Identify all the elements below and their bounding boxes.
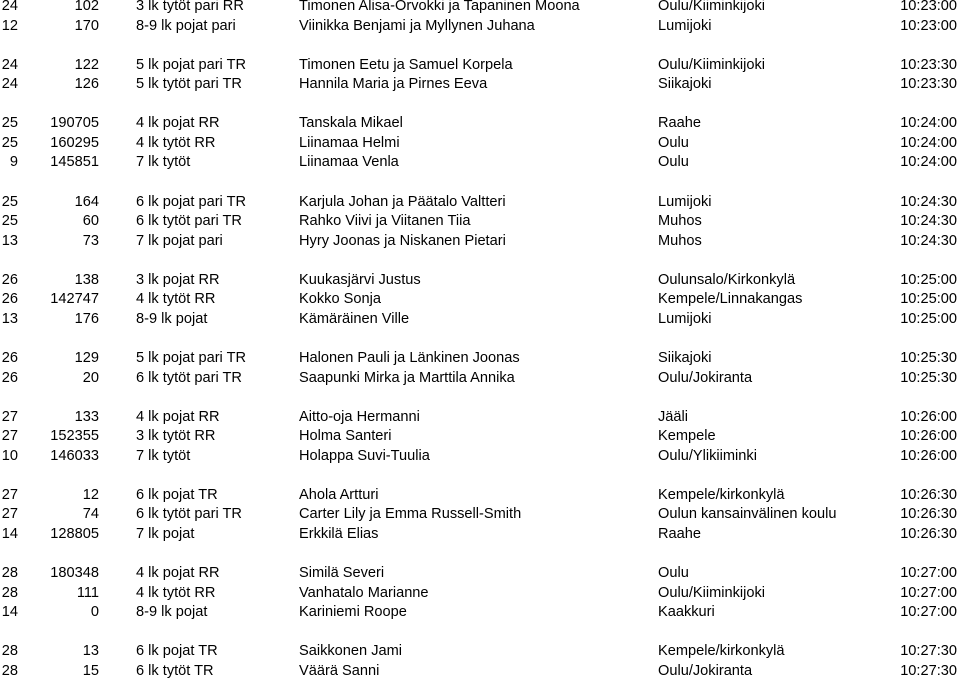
- club-cell: Jääli: [658, 408, 689, 425]
- club-cell: Oulu: [658, 154, 689, 171]
- club-cell: Muhos: [658, 232, 702, 249]
- club-cell: Lumijoki: [658, 310, 712, 327]
- number-cell: 133: [74, 408, 99, 425]
- class-cell: 6 lk tytöt pari TR: [136, 369, 242, 386]
- class-cell: 6 lk tytöt pari TR: [136, 506, 242, 523]
- table-row: [0, 524, 960, 544]
- time-cell: 10:26:00: [900, 447, 957, 464]
- rata-cell: 10: [1, 447, 18, 464]
- class-cell: 5 lk tytöt pari TR: [136, 76, 242, 93]
- name-cell: Hannila Maria ja Pirnes Eeva: [299, 76, 488, 93]
- time-cell: 10:26:00: [900, 408, 957, 425]
- rata-cell: 26: [1, 271, 18, 288]
- club-cell: Siikajoki: [658, 349, 712, 366]
- club-cell: Raahe: [658, 115, 702, 132]
- number-cell: 164: [74, 193, 99, 210]
- name-cell: Saapunki Mirka ja Marttila Annika: [299, 369, 515, 386]
- name-cell: Liinamaa Helmi: [299, 134, 400, 151]
- time-cell: 10:26:30: [900, 486, 957, 503]
- number-cell: 145851: [50, 154, 99, 171]
- number-cell: 126: [74, 76, 99, 93]
- time-cell: 10:27:00: [900, 584, 957, 601]
- class-cell: 7 lk pojat: [136, 525, 195, 542]
- rata-cell: 28: [1, 662, 18, 679]
- club-cell: Muhos: [658, 213, 702, 230]
- rata-cell: 26: [1, 349, 18, 366]
- time-cell: 10:25:30: [900, 349, 957, 366]
- class-cell: 4 lk pojat RR: [136, 115, 220, 132]
- time-cell: 10:27:00: [900, 604, 957, 620]
- table-row: [0, 231, 960, 251]
- number-cell: 160295: [50, 134, 99, 151]
- number-cell: 176: [74, 310, 99, 327]
- table-row: [0, 446, 960, 466]
- time-cell: 10:26:00: [900, 428, 957, 445]
- number-cell: 111: [76, 584, 99, 601]
- rata-cell: 26: [1, 291, 18, 308]
- name-cell: Viinikka Benjami ja Myllynen Juhana: [299, 17, 535, 34]
- name-cell: Halonen Pauli ja Länkinen Joonas: [299, 349, 520, 366]
- club-cell: Lumijoki: [658, 17, 712, 34]
- table-row: [0, 192, 960, 212]
- name-cell: Kuukasjärvi Justus: [299, 271, 421, 288]
- class-cell: 8-9 lk pojat: [136, 310, 208, 327]
- rata-cell: 24: [1, 76, 18, 93]
- name-cell: Väärä Sanni: [299, 662, 380, 679]
- club-cell: Kempele/Linnakangas: [658, 291, 803, 308]
- time-cell: 10:25:00: [900, 291, 957, 308]
- table-row: [0, 504, 960, 524]
- rata-cell: 27: [1, 408, 18, 425]
- class-cell: 6 lk pojat pari TR: [136, 193, 247, 210]
- time-cell: 10:25:00: [900, 310, 957, 327]
- rata-cell: 27: [1, 506, 18, 523]
- number-cell: 20: [82, 369, 99, 386]
- class-cell: 4 lk tytöt RR: [136, 291, 216, 308]
- table-row: [0, 55, 960, 75]
- name-cell: Timonen Eetu ja Samuel Korpela: [299, 56, 513, 73]
- class-cell: 4 lk pojat RR: [136, 408, 220, 425]
- club-cell: Raahe: [658, 525, 702, 542]
- time-cell: 10:24:00: [900, 115, 957, 132]
- time-cell: 10:26:30: [900, 525, 957, 542]
- time-cell: 10:25:30: [900, 369, 957, 386]
- club-cell: Oulunsalo/Kirkonkylä: [658, 271, 796, 288]
- class-cell: 6 lk tytöt pari TR: [136, 213, 242, 230]
- club-cell: Siikajoki: [658, 76, 712, 93]
- class-cell: 6 lk pojat TR: [136, 643, 218, 660]
- table-row: [0, 368, 960, 388]
- rata-cell: 25: [1, 193, 18, 210]
- name-cell: Kariniemi Roope: [299, 604, 407, 620]
- rata-cell: 25: [1, 213, 18, 230]
- name-cell: Karjula Johan ja Päätalo Valtteri: [299, 193, 506, 210]
- rata-cell: 28: [1, 643, 18, 660]
- rata-cell: 27: [1, 486, 18, 503]
- time-cell: 10:24:00: [900, 154, 957, 171]
- table-row: [0, 641, 960, 661]
- rata-cell: 14: [1, 525, 18, 542]
- number-cell: 129: [74, 349, 99, 366]
- table-row: [0, 583, 960, 603]
- table-row: [0, 152, 960, 172]
- time-cell: 10:27:30: [900, 643, 957, 660]
- club-cell: Oulu: [658, 134, 689, 151]
- table-row: [0, 309, 960, 329]
- table-row: [0, 485, 960, 505]
- rata-cell: 25: [1, 134, 18, 151]
- name-cell: Kämäräinen Ville: [299, 310, 410, 327]
- rata-cell: 14: [1, 604, 18, 620]
- name-cell: Kokko Sonja: [299, 291, 381, 308]
- table-row: [0, 16, 960, 36]
- name-cell: Holappa Suvi-Tuulia: [299, 447, 430, 464]
- rata-cell: 24: [1, 0, 18, 14]
- time-cell: 10:23:30: [900, 56, 957, 73]
- table-row: [0, 348, 960, 368]
- number-cell: 170: [74, 17, 99, 34]
- table-row: [0, 133, 960, 153]
- time-cell: 10:27:30: [900, 662, 957, 679]
- table-row: [0, 661, 960, 681]
- name-cell: Ahola Artturi: [299, 486, 379, 503]
- club-cell: Oulu/Jokiranta: [658, 662, 753, 679]
- class-cell: 3 lk tytöt RR: [136, 428, 216, 445]
- rata-cell: 27: [1, 428, 18, 445]
- time-cell: 10:27:00: [900, 565, 957, 581]
- class-cell: 8-9 lk pojat: [136, 604, 208, 620]
- table-row: [0, 563, 960, 583]
- number-cell: 13: [82, 643, 99, 660]
- name-cell: Holma Santeri: [299, 428, 392, 445]
- club-cell: Oulun kansainvälinen koulu: [658, 506, 837, 523]
- name-cell: Timonen Alisa-Orvokki ja Tapaninen Moona: [299, 0, 580, 14]
- table-row: [0, 426, 960, 446]
- club-cell: Oulu/Ylikiiminki: [658, 447, 757, 464]
- number-cell: 0: [90, 604, 99, 620]
- time-cell: 10:24:30: [900, 232, 957, 249]
- rata-cell: 12: [1, 17, 18, 34]
- table-row: [0, 74, 960, 94]
- club-cell: Oulu/Kiiminkijoki: [658, 584, 766, 601]
- rata-cell: 25: [1, 115, 18, 132]
- club-cell: Kempele/kirkonkylä: [658, 643, 785, 660]
- number-cell: 74: [82, 506, 99, 523]
- rata-cell: 28: [1, 565, 18, 581]
- club-cell: Oulu/Jokiranta: [658, 369, 753, 386]
- number-cell: 128805: [50, 525, 99, 542]
- class-cell: 6 lk pojat TR: [136, 486, 218, 503]
- class-cell: 6 lk tytöt TR: [136, 662, 214, 679]
- name-cell: Tanskala Mikael: [299, 115, 403, 132]
- club-cell: Oulu: [658, 565, 689, 581]
- number-cell: 190705: [50, 115, 99, 132]
- class-cell: 3 lk tytöt pari RR: [136, 0, 244, 14]
- number-cell: 146033: [50, 447, 99, 464]
- table-row: [0, 211, 960, 231]
- rata-cell: 13: [1, 310, 18, 327]
- name-cell: Erkkilä Elias: [299, 525, 379, 542]
- name-cell: Aitto-oja Hermanni: [299, 408, 420, 425]
- table-row: [0, 0, 960, 16]
- time-cell: 10:25:00: [900, 271, 957, 288]
- table-row: [0, 113, 960, 133]
- name-cell: Liinamaa Venla: [299, 154, 399, 171]
- class-cell: 7 lk tytöt: [136, 447, 191, 464]
- name-cell: Saikkonen Jami: [299, 643, 403, 660]
- table-row: [0, 289, 960, 309]
- class-cell: 4 lk tytöt RR: [136, 584, 216, 601]
- time-cell: 10:23:00: [900, 0, 957, 14]
- club-cell: Kempele/kirkonkylä: [658, 486, 785, 503]
- club-cell: Lumijoki: [658, 193, 712, 210]
- name-cell: Hyry Joonas ja Niskanen Pietari: [299, 232, 506, 249]
- class-cell: 4 lk tytöt RR: [136, 134, 216, 151]
- name-cell: Similä Severi: [299, 565, 385, 581]
- table-row: [0, 602, 960, 622]
- number-cell: 152355: [50, 428, 99, 445]
- club-cell: Kaakkuri: [658, 604, 715, 620]
- club-cell: Kempele: [658, 428, 716, 445]
- class-cell: 5 lk pojat pari TR: [136, 349, 247, 366]
- time-cell: 10:24:00: [900, 134, 957, 151]
- rata-cell: 24: [1, 56, 18, 73]
- class-cell: 7 lk pojat pari: [136, 232, 223, 249]
- class-cell: 7 lk tytöt: [136, 154, 191, 171]
- time-cell: 10:24:30: [900, 193, 957, 210]
- name-cell: Rahko Viivi ja Viitanen Tiia: [299, 213, 471, 230]
- club-cell: Oulu/Kiiminkijoki: [658, 56, 766, 73]
- number-cell: 122: [74, 56, 99, 73]
- rata-cell: 9: [9, 154, 18, 171]
- number-cell: 15: [82, 662, 99, 679]
- class-cell: 3 lk pojat RR: [136, 271, 220, 288]
- table-row: [0, 270, 960, 290]
- number-cell: 138: [74, 271, 99, 288]
- number-cell: 60: [82, 213, 99, 230]
- time-cell: 10:24:30: [900, 213, 957, 230]
- time-cell: 10:26:30: [900, 506, 957, 523]
- rata-cell: 13: [1, 232, 18, 249]
- time-cell: 10:23:30: [900, 76, 957, 93]
- class-cell: 8-9 lk pojat pari: [136, 17, 236, 34]
- time-cell: 10:23:00: [900, 17, 957, 34]
- rata-cell: 26: [1, 369, 18, 386]
- table-row: [0, 407, 960, 427]
- name-cell: Vanhatalo Marianne: [299, 584, 429, 601]
- class-cell: 5 lk pojat pari TR: [136, 56, 247, 73]
- name-cell: Carter Lily ja Emma Russell-Smith: [299, 506, 522, 523]
- number-cell: 142747: [50, 291, 99, 308]
- club-cell: Oulu/Kiiminkijoki: [658, 0, 766, 14]
- number-cell: 73: [82, 232, 99, 249]
- number-cell: 102: [74, 0, 99, 14]
- number-cell: 180348: [50, 565, 99, 581]
- rata-cell: 28: [1, 584, 18, 601]
- class-cell: 4 lk pojat RR: [136, 565, 220, 581]
- number-cell: 12: [82, 486, 99, 503]
